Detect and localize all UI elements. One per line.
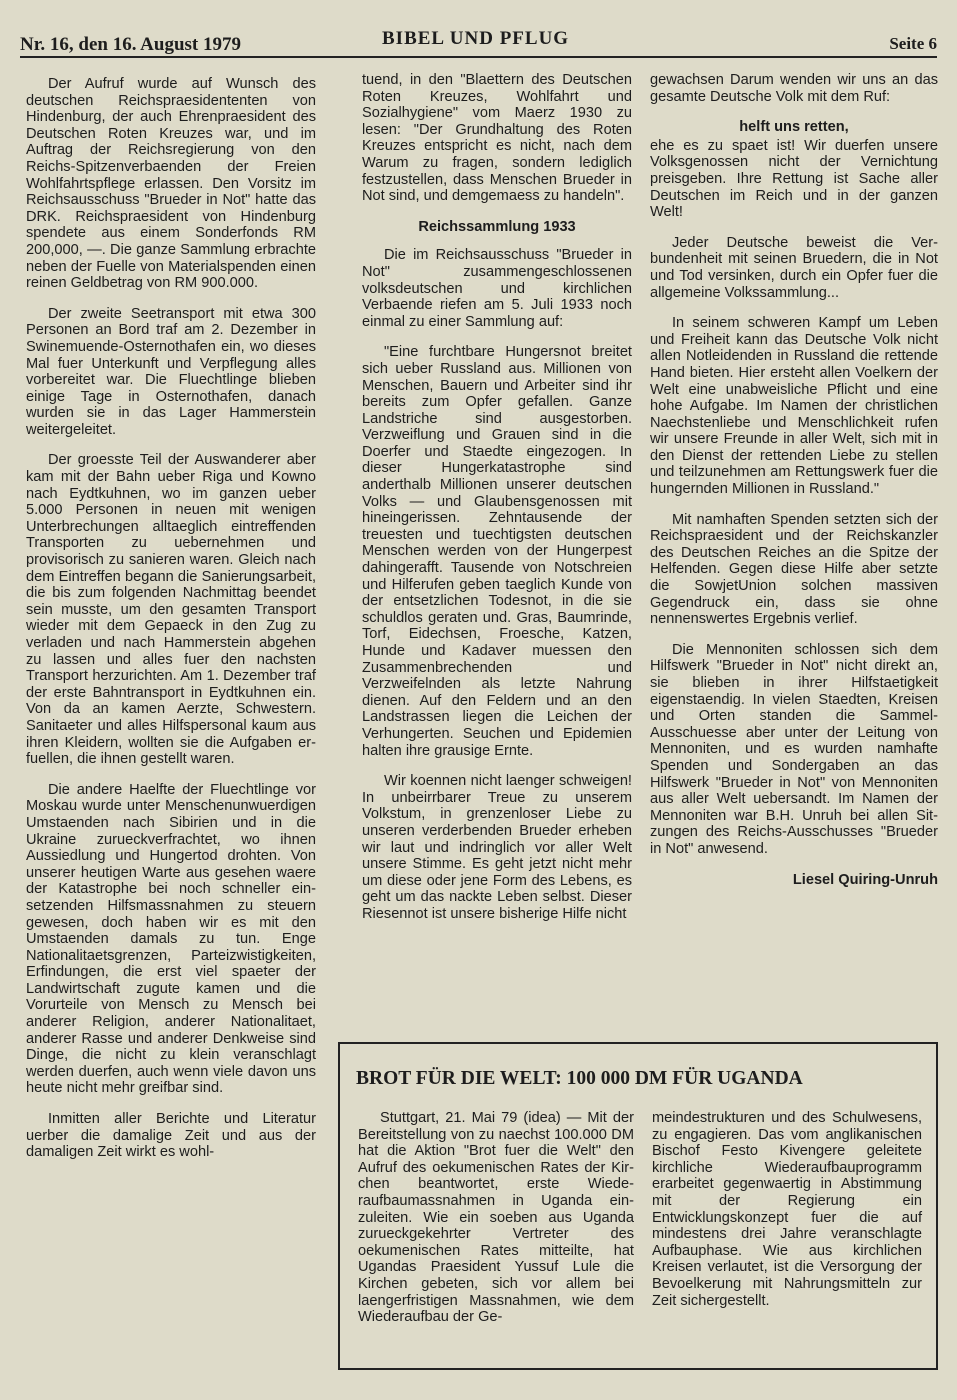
paragraph: Die im Reichsausschuss "Brueder in Not" zusammengeschlossenen volksdeutschen und kirchlichen Verbaende riefen am 5. Juli 1933 noch einmal zu einer Sammlung auf: xyxy=(362,247,632,330)
paragraph: Der zweite Seetransport mit etwa 300 Personen an Bord traf am 2. Dezember in Swinemuende-Osternothafen ein, wo dieses Mal fuer Unterkunft und Verpflegung alles vorbereitet war. Die Fluechtlinge blieben einige Tage in Osternothafen, danach wurden sie in das Lager Hammerstein weitergeleitet. xyxy=(26,305,316,438)
box-headline: BROT FÜR DIE WELT: 100 000 DM FÜR UGANDA xyxy=(356,1068,803,1089)
appeal-cry: helft uns retten, xyxy=(739,119,849,136)
quoted-appeal: "Eine furchtbare Hungersnot breitet sich ueber Russland aus. Millionen von Menschen, Bauern und Arbeiter sind ihr bereits zum Opfer gefallen. Ganze Landstriche sind ausgestorben. Verzweiflung und Grauen sind in die Doerfer und Staedte eingezogen. In dieser Hungerkatastrophe sind anderthalb Millionen unserer deutschen Volks — und Glaubensgenossen mit hineingerissen. Zehntausende der treuesten und tuechtigsten deutschen Menschen werden von der Hungerpest dahingerafft. Tausende von Notschreien und Hilferufen geben taeglich Kunde von der entsetzlichen Todesnot, in die sie schuldlos geraten und. Gras, Baumrinde, Torf, Eidechsen, Froesche, Katzen, Hunde und Kadaver muessen den Zusammenbrechenden und Verzweifelnden als letzte Nahrung dienen. Auf den Feldern und an den Landstrassen liegen die Leichen der Verhungerten. Seuchen und Epidemien halten ihre grausige Ernte. xyxy=(362,344,632,759)
header-rule xyxy=(20,56,937,58)
paragraph: tuend, in den "Blaettern des Deutschen Roten Kreuzes, Wohlfahrt und Sozialhygiene" vom Maerz 1930 zu lesen: "Der Grundhaltung des Roten Kreuzes entspricht es nicht, nach dem Warum zu fragen, sondern lediglich festzustellen, dass Menschen Brueder in Not sind, und demgemaess zu handeln". xyxy=(362,72,632,205)
column-2 xyxy=(362,72,632,937)
publication-title: BIBEL UND PFLUG xyxy=(382,28,570,49)
page-number: Seite 6 xyxy=(889,34,937,53)
page-header xyxy=(20,28,937,62)
paragraph: Mit namhaften Spenden setzten sich der Reichspraesident und der Reichskanzler des Deutschen Reiches an die Spitze der Helfenden. Gegen diese Hilfe aber setzte die SowjetUnion solchen massiven Gegendruck ein, dass sie ohne nennenswertes Ergebnis verlief. xyxy=(650,511,938,628)
box-column-right xyxy=(652,1110,922,1309)
paragraph: ehe es zu spaet ist! Wir duerfen unsere Volksgenossen nicht der Vernichtung preisgeben. Ihre Rettung ist Sache aller Deutschen im Reich und in der ganzen Welt! xyxy=(650,137,938,221)
paragraph: Die andere Haelfte der Fluechtlinge vor Moskau wurde unter Menschenunwuerdigen Umstaenden nach Sibirien und in die Ukraine zurueckverfrachtet, wo ihnen Aussiedlung und Hungertod drohten. Von unserer heutigen Warte aus gesehen waere der Katastrophe bei noch schneller einsetzenden Hilfsmassnahmen zu steuern gewesen, doch haben wir es mit den Umstaenden damals zu tun. Enge Nationalitaetsgrenzen, Parteizwistigkeiten, Erfindungen, die erst viel spaeter der Landwirtschaft zugute kamen und die Vorurteile von Mensch zu Mensch bei anderer Religion, anderer Nationalitaet, anderer Rasse und anderer Denkweise sind Dinge, die nicht zu klein veranschlagt werden duerfen, auch wenn viele davon uns heute nicht mehr greifbar sind. xyxy=(26,781,316,1097)
paragraph: Die Mennoniten schlossen sich dem Hilfswerk "Brueder in Not" nicht direkt an, sie blieben in ihrer Hilfstaetigkeit eigenstaendig. In vielen Staedten, Kreisen und Orten standen die Sammel-Ausschuesse aber unter der Leitung von Mennoniten, und es wurden namhafte Spenden und Sondergaben an das Hilfswerk "Brueder in Not" von Mennoniten aus aller Welt uebersandt. Im Namen der Mennoniten war B.H. Unruh bei allen Sitzungen des Reichs-Ausschusses "Brueder in Not" anwesend. xyxy=(650,641,938,857)
paragraph: Der Aufruf wurde auf Wunsch des deutschen Reichspraesidententen von Hindenburg, der auch Ehrenpraesident des Deutschen Roten Kreuzes war, und im Auftrag der Reichsregierung von den Reichs-Spitzenverbaenden der Freien Wohlfahrtspflege erlassen. Den Vorsitz im Reichsausschuss "Brueder in Not" hatte das DRK. Reichspraesident von Hindenburg spendete aus einem Sonderfonds RM 200,000, —. Die ganze Sammlung erbrachte neben der Fuelle von Materialspenden einen reinen Geldbetrag von RM 900.000. xyxy=(26,76,316,292)
section-subheading: Reichssammlung 1933 xyxy=(418,218,576,235)
article-author: Liesel Quiring-Unruh xyxy=(792,871,938,888)
column-3 xyxy=(650,72,938,888)
paragraph: Stuttgart, 21. Mai 79 (idea) — Mit der Bereitstellung von zu naechst 100.000 DM hat die Aktion "Brot fuer die Welt" den Aufruf des oekumenischen Rates der Kirchen beantwortet, erste Wiederaufbaumassnahmen in Uganda einzuleiten. Wie ein soeben aus Uganda zurueckgekehrter Vertreter des oekumenischen Rates mitteilte, hat Ugandas Praesident Yussuf Lule die Kirchen gebeten, sich vor allem bei laengerfristigen Massnahmen, wie dem Wiederaufbau der Ge- xyxy=(358,1110,634,1326)
paragraph: Jeder Deutsche beweist die Verbundenheit mit seinen Bruedern, die in Not und Tod versinken, durch ein Opfer fuer die allgemeine Volkssammlung... xyxy=(650,234,938,301)
issue-date: Nr. 16, den 16. August 1979 xyxy=(20,34,242,55)
paragraph: meindestrukturen und des Schulwesens, zu engagieren. Das vom anglikanischen Bischof Festo Kivengere geleitete kirchliche Wiederaufbauprogramm erarbeitet gegenwaertig in Abstimmung mit der Regierung ein Entwicklungskonzept fuer die auf mindestens drei Jahre veranschlagte Aufbauphase. Wie aus kirchlichen Kreisen verlautet, ist die Versorgung der Bevoelkerung mit Nahrungsmitteln zur Zeit sichergestellt. xyxy=(652,1110,922,1309)
paragraph: Der groesste Teil der Auswanderer aber kam mit der Bahn ueber Riga und Kowno nach Eydtkuhnen, wo im ganzen ueber 5.000 Personen in neuen mit wenigen Unterbrechungen alltaeglich eintreffenden Transporten zu uebernehmen und provisorisch zu sanieren waren. Gleich nach dem Eintreffen begann die Sanierungsarbeit, die bis zum folgenden Nachmittag beendet sein musste, um den gesamten Transport wieder mit dem Gepaeck in den Zug zu verladen und nach Hammerstein abgehen zu lassen und alles fuer den nachsten Transport herzurichten. Am 1. Dezember traf der erste Bahntransport in Eydtkuhnen ein. Von da an kamen Aerzte, Schwestern. Sanitaeter und alles Hilfspersonal kaum aus ihren Kleidern, wollten sie die Aufgaben erfuellen, die ihnen gestellt waren. xyxy=(26,452,316,768)
paragraph: Inmitten aller Berichte und Literatur uerber die damalige Zeit und aus der damaligen Zeit wirkt es wohl- xyxy=(26,1111,316,1161)
paragraph: In seinem schweren Kampf um Leben und Freiheit kann das Deutsche Volk nicht allen Notleidenden in Russland die rettende Hand bieten. Hier ersteht allen Voelkern der Welt eine unabweisliche Pflicht und eine hohe Aufgabe. Im Namen der christlichen Naechstenliebe und Menschlichkeit rufen wir unsere Freunde in aller Welt, sich mit in den Dienst der rettenden Liebe zu stellen und teilzunehmen am Rettungswerk fuer die hungernden Millionen in Russland." xyxy=(650,315,938,498)
box-column-left xyxy=(358,1110,634,1326)
paragraph: Wir koennen nicht laenger schweigen! In unbeirrbarer Treue zu unserem Volkstum, in grenzenloser Liebe zu unseren verderbenden Brueder erheben wir laut und indringlich vor aller Welt unsere Stimme. Es geht jetzt nicht mehr um diese oder jene Form des Lebens, es geht um das nackte Leben selbst. Dieser Riesennot ist unsere bisherige Hilfe nicht xyxy=(362,773,632,922)
news-box xyxy=(338,1042,938,1370)
column-1 xyxy=(26,76,316,1175)
paragraph: gewachsen Darum wenden wir uns an das gesamte Deutsche Volk mit dem Ruf: xyxy=(650,72,938,105)
